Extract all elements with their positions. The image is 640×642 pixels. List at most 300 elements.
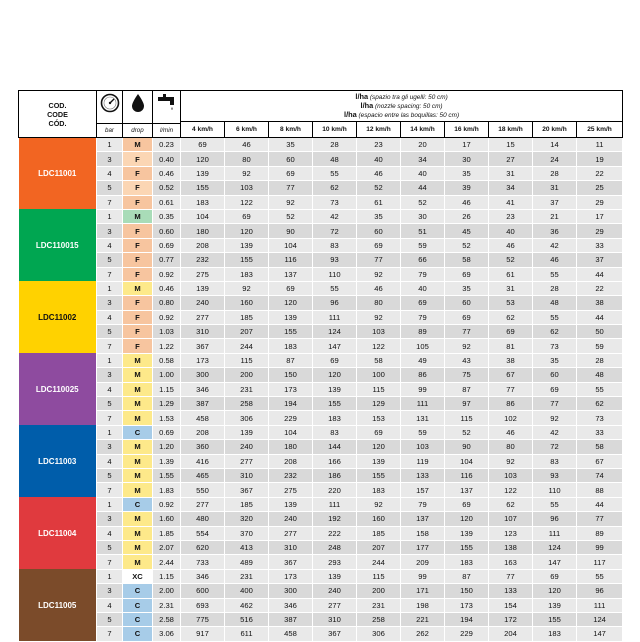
drop-size-cell: M: [123, 368, 153, 382]
application-rate-cell: 24: [533, 152, 577, 166]
application-rate-cell: 26: [445, 209, 489, 223]
application-rate-cell: 40: [489, 224, 533, 238]
application-rate-cell: 44: [401, 181, 445, 195]
application-rate-cell: 60: [269, 152, 313, 166]
application-rate-cell: 120: [357, 440, 401, 454]
pressure-cell: 4: [97, 238, 123, 252]
application-rate-cell: 17: [577, 209, 623, 223]
application-rate-cell: 83: [313, 425, 357, 439]
application-rate-cell: 158: [401, 526, 445, 540]
application-rate-cell: 155: [445, 540, 489, 554]
table-row: [19, 512, 623, 526]
code-header-line: COD.: [48, 100, 67, 110]
application-rate-cell: 172: [489, 612, 533, 626]
application-rate-cell: 200: [357, 584, 401, 598]
flow-rate-cell: 0.40: [153, 152, 181, 166]
application-rate-cell: 346: [181, 569, 225, 583]
application-rate-cell: 310: [181, 325, 225, 339]
application-rate-cell: 80: [357, 296, 401, 310]
application-rate-cell: 277: [181, 310, 225, 324]
application-rate-cell: 46: [225, 138, 269, 152]
lha-header-note: (espacio entre las boquillas: 50 cm): [356, 111, 460, 119]
application-rate-cell: 52: [269, 209, 313, 223]
application-rate-cell: 133: [401, 468, 445, 482]
application-rate-cell: 137: [445, 483, 489, 497]
pressure-cell: 7: [97, 195, 123, 209]
application-rate-cell: 346: [269, 598, 313, 612]
application-rate-cell: 244: [225, 339, 269, 353]
application-rate-cell: 77: [269, 181, 313, 195]
application-rate-cell: 139: [357, 454, 401, 468]
table-row: [19, 166, 623, 180]
application-rate-cell: 22: [577, 166, 623, 180]
speed-header: 4 km/h: [181, 122, 225, 138]
application-rate-cell: 103: [489, 468, 533, 482]
application-rate-cell: 207: [225, 325, 269, 339]
application-rate-cell: 360: [181, 440, 225, 454]
application-rate-cell: 77: [577, 512, 623, 526]
drop-size-cell: F: [123, 224, 153, 238]
application-rate-cell: 90: [445, 440, 489, 454]
application-rate-cell: 80: [225, 152, 269, 166]
application-rate-cell: 115: [357, 569, 401, 583]
drop-size-cell: F: [123, 181, 153, 195]
application-rate-cell: 117: [577, 555, 623, 569]
application-rate-cell: 111: [313, 497, 357, 511]
pressure-cell: 4: [97, 310, 123, 324]
speed-header: 16 km/h: [445, 122, 489, 138]
flow-rate-cell: 0.23: [153, 138, 181, 152]
application-rate-cell: 116: [445, 468, 489, 482]
application-rate-cell: 370: [225, 526, 269, 540]
application-rate-cell: 59: [401, 238, 445, 252]
flow-rate-cell: 0.92: [153, 497, 181, 511]
application-rate-cell: 185: [225, 497, 269, 511]
drop-size-cell: F: [123, 238, 153, 252]
application-rate-cell: 320: [225, 512, 269, 526]
application-rate-cell: 58: [445, 253, 489, 267]
lha-header-bold: l/ha: [360, 100, 374, 110]
application-rate-cell: 147: [313, 339, 357, 353]
application-rate-cell: 139: [533, 598, 577, 612]
speed-header: 12 km/h: [357, 122, 401, 138]
application-rate-cell: 83: [533, 454, 577, 468]
pressure-cell: 1: [97, 209, 123, 223]
application-rate-cell: 554: [181, 526, 225, 540]
application-rate-cell: 69: [357, 238, 401, 252]
application-rate-cell: 171: [401, 584, 445, 598]
application-rate-cell: 139: [445, 526, 489, 540]
application-rate-cell: 46: [445, 195, 489, 209]
unit-drop-label: drop: [123, 124, 153, 138]
application-rate-cell: 163: [489, 555, 533, 569]
application-rate-cell: 120: [533, 584, 577, 598]
application-rate-cell: 52: [489, 253, 533, 267]
drop-size-cell: M: [123, 526, 153, 540]
application-rate-cell: 208: [181, 425, 225, 439]
flow-rate-cell: 3.06: [153, 627, 181, 641]
drop-size-cell: M: [123, 281, 153, 295]
application-rate-cell: 147: [533, 555, 577, 569]
application-rate-cell: 73: [533, 339, 577, 353]
application-rate-cell: 110: [313, 267, 357, 281]
table-row: [19, 224, 623, 238]
application-rate-cell: 139: [269, 497, 313, 511]
application-rate-cell: 153: [357, 411, 401, 425]
application-rate-cell: 458: [181, 411, 225, 425]
drop-size-cell: C: [123, 612, 153, 626]
application-rate-cell: 465: [181, 468, 225, 482]
application-rate-cell: 42: [533, 238, 577, 252]
application-rate-cell: 119: [401, 454, 445, 468]
application-rate-cell: 124: [577, 612, 623, 626]
application-rate-cell: 75: [445, 368, 489, 382]
flow-rate-cell: 2.44: [153, 555, 181, 569]
application-rate-cell: 248: [313, 540, 357, 554]
table-row: [19, 598, 623, 612]
application-rate-cell: 150: [445, 584, 489, 598]
application-rate-cell: 139: [313, 569, 357, 583]
application-rate-cell: 177: [401, 540, 445, 554]
application-rate-cell: 52: [445, 425, 489, 439]
application-rate-cell: 37: [577, 253, 623, 267]
drop-size-cell: M: [123, 209, 153, 223]
pressure-cell: 3: [97, 512, 123, 526]
application-rate-cell: 66: [401, 253, 445, 267]
flow-rate-cell: 1.15: [153, 569, 181, 583]
flow-rate-cell: 2.31: [153, 598, 181, 612]
application-rate-cell: 93: [313, 253, 357, 267]
application-rate-cell: 139: [225, 425, 269, 439]
application-rate-cell: 86: [489, 397, 533, 411]
drop-size-cell: C: [123, 425, 153, 439]
table-row: [19, 540, 623, 554]
application-rate-cell: 104: [181, 209, 225, 223]
application-rate-cell: 28: [533, 166, 577, 180]
application-rate-cell: 92: [225, 281, 269, 295]
application-rate-cell: 92: [357, 267, 401, 281]
application-rate-cell: 489: [225, 555, 269, 569]
application-rate-cell: 413: [225, 540, 269, 554]
application-rate-cell: 60: [357, 224, 401, 238]
table-row: [19, 397, 623, 411]
application-rate-cell: 55: [313, 166, 357, 180]
application-rate-cell: 173: [269, 569, 313, 583]
application-rate-cell: 111: [313, 310, 357, 324]
application-rate-cell: 46: [489, 238, 533, 252]
application-rate-cell: 200: [225, 368, 269, 382]
application-rate-cell: 277: [225, 454, 269, 468]
application-rate-cell: 733: [181, 555, 225, 569]
nozzle-code-cell: LDC110015: [19, 209, 97, 281]
application-rate-cell: 79: [401, 497, 445, 511]
application-rate-cell: 277: [313, 598, 357, 612]
application-rate-cell: 262: [401, 627, 445, 641]
flow-rate-cell: 0.35: [153, 209, 181, 223]
pressure-cell: 5: [97, 253, 123, 267]
application-rate-cell: 209: [401, 555, 445, 569]
application-rate-cell: 79: [401, 310, 445, 324]
nozzle-flow-table: [18, 90, 623, 642]
application-rate-cell: 310: [313, 612, 357, 626]
application-rate-cell: 92: [269, 195, 313, 209]
application-rate-cell: 183: [313, 411, 357, 425]
application-rate-cell: 232: [269, 468, 313, 482]
application-rate-cell: 69: [181, 138, 225, 152]
application-rate-cell: 240: [269, 512, 313, 526]
application-rate-cell: 96: [313, 296, 357, 310]
application-rate-cell: 17: [445, 138, 489, 152]
application-rate-cell: 306: [357, 627, 401, 641]
application-rate-cell: 183: [357, 483, 401, 497]
flow-rate-cell: 0.92: [153, 310, 181, 324]
table-row: [19, 468, 623, 482]
pressure-cell: 7: [97, 339, 123, 353]
application-rate-cell: 240: [313, 584, 357, 598]
application-rate-cell: 55: [533, 310, 577, 324]
application-rate-cell: 23: [489, 209, 533, 223]
flow-rate-cell: 0.61: [153, 195, 181, 209]
application-rate-cell: 137: [401, 512, 445, 526]
application-rate-cell: 34: [489, 181, 533, 195]
application-rate-cell: 232: [181, 253, 225, 267]
code-header: [19, 91, 97, 138]
application-rate-cell: 103: [357, 325, 401, 339]
application-rate-cell: 35: [269, 138, 313, 152]
application-rate-cell: 69: [269, 281, 313, 295]
application-rate-cell: 87: [445, 382, 489, 396]
application-rate-cell: 400: [225, 584, 269, 598]
pressure-cell: 1: [97, 569, 123, 583]
flow-rate-cell: 2.58: [153, 612, 181, 626]
table-row: [19, 569, 623, 583]
application-rate-cell: 194: [269, 397, 313, 411]
application-rate-cell: 62: [533, 325, 577, 339]
application-rate-cell: 48: [313, 152, 357, 166]
application-rate-cell: 155: [313, 397, 357, 411]
application-rate-cell: 300: [181, 368, 225, 382]
table-row: [19, 425, 623, 439]
application-rate-cell: 48: [533, 296, 577, 310]
application-rate-cell: 185: [357, 526, 401, 540]
pressure-gauge-icon: [100, 93, 120, 113]
table-row: [19, 296, 623, 310]
application-rate-cell: 73: [577, 411, 623, 425]
flow-rate-cell: 1.55: [153, 468, 181, 482]
flow-rate-cell: 1.60: [153, 512, 181, 526]
speed-header: 6 km/h: [225, 122, 269, 138]
application-rate-cell: 367: [225, 483, 269, 497]
drop-size-cell: M: [123, 555, 153, 569]
application-rate-cell: 693: [181, 598, 225, 612]
nozzle-flow-table-sheet: [18, 90, 622, 642]
application-rate-cell: 77: [445, 325, 489, 339]
application-rate-cell: 139: [181, 281, 225, 295]
pressure-cell: 4: [97, 526, 123, 540]
application-rate-cell: 155: [225, 253, 269, 267]
drop-size-cell: M: [123, 411, 153, 425]
application-rate-cell: 110: [533, 483, 577, 497]
application-rate-cell: 92: [489, 454, 533, 468]
application-rate-cell: 111: [577, 598, 623, 612]
application-rate-cell: 244: [357, 555, 401, 569]
application-rate-cell: 69: [313, 353, 357, 367]
application-rate-cell: 55: [313, 281, 357, 295]
speed-header: 10 km/h: [313, 122, 357, 138]
table-row: [19, 253, 623, 267]
application-rate-cell: 129: [357, 397, 401, 411]
drop-size-cell: M: [123, 353, 153, 367]
application-rate-cell: 139: [313, 382, 357, 396]
application-rate-cell: 28: [533, 281, 577, 295]
flow-rate-cell: 2.00: [153, 584, 181, 598]
nozzle-code-cell: LDC11001: [19, 138, 97, 210]
flow-rate-cell: 1.39: [153, 454, 181, 468]
drop-size-cell: C: [123, 584, 153, 598]
application-rate-cell: 139: [225, 238, 269, 252]
application-rate-cell: 86: [401, 368, 445, 382]
application-rate-cell: 157: [401, 483, 445, 497]
application-rate-cell: 87: [269, 353, 313, 367]
application-rate-cell: 44: [577, 267, 623, 281]
application-rate-cell: 154: [489, 598, 533, 612]
application-rate-cell: 120: [225, 224, 269, 238]
table-row: [19, 584, 623, 598]
flow-rate-cell: 0.69: [153, 238, 181, 252]
application-rate-cell: 387: [181, 397, 225, 411]
drop-size-cell: C: [123, 627, 153, 641]
application-rate-cell: 105: [401, 339, 445, 353]
flow-rate-cell: 1.53: [153, 411, 181, 425]
application-rate-cell: 115: [445, 411, 489, 425]
pressure-cell: 1: [97, 353, 123, 367]
pressure-cell: 7: [97, 627, 123, 641]
application-rate-cell: 124: [533, 540, 577, 554]
application-rate-cell: 69: [401, 296, 445, 310]
application-rate-cell: 275: [181, 267, 225, 281]
flow-rate-cell: 1.00: [153, 368, 181, 382]
application-rate-cell: 38: [577, 296, 623, 310]
application-rate-cell: 35: [533, 353, 577, 367]
application-rate-cell: 19: [577, 152, 623, 166]
application-rate-cell: 139: [181, 166, 225, 180]
application-rate-cell: 89: [401, 325, 445, 339]
application-rate-cell: 96: [533, 512, 577, 526]
application-rate-cell: 111: [401, 397, 445, 411]
application-rate-cell: 115: [357, 382, 401, 396]
drop-size-cell: F: [123, 152, 153, 166]
table-row: [19, 483, 623, 497]
tap-header: [153, 91, 181, 124]
application-rate-cell: 231: [225, 569, 269, 583]
table-row: [19, 339, 623, 353]
application-rate-cell: 55: [577, 382, 623, 396]
application-rate-cell: 40: [401, 166, 445, 180]
speed-header: 20 km/h: [533, 122, 577, 138]
application-rate-cell: 150: [269, 368, 313, 382]
drop-size-cell: M: [123, 138, 153, 152]
table-row: [19, 325, 623, 339]
application-rate-cell: 34: [401, 152, 445, 166]
application-rate-cell: 192: [313, 512, 357, 526]
application-rate-cell: 208: [269, 454, 313, 468]
application-rate-cell: 293: [313, 555, 357, 569]
code-header-line: CÓD.: [48, 118, 67, 128]
application-rate-cell: 51: [401, 224, 445, 238]
lha-header-note: (spazio tra gli ugelli: 50 cm): [368, 93, 448, 101]
application-rate-cell: 21: [533, 209, 577, 223]
pressure-cell: 3: [97, 224, 123, 238]
application-rate-cell: 69: [489, 325, 533, 339]
application-rate-cell: 180: [269, 440, 313, 454]
application-rate-cell: 80: [489, 440, 533, 454]
application-rate-cell: 220: [313, 483, 357, 497]
application-rate-cell: 14: [533, 138, 577, 152]
application-rate-cell: 61: [357, 195, 401, 209]
flow-rate-cell: 1.22: [153, 339, 181, 353]
application-rate-cell: 183: [269, 339, 313, 353]
application-rate-cell: 107: [489, 512, 533, 526]
pressure-cell: 4: [97, 382, 123, 396]
application-rate-cell: 116: [269, 253, 313, 267]
application-rate-cell: 67: [489, 368, 533, 382]
application-rate-cell: 92: [357, 497, 401, 511]
application-rate-cell: 92: [357, 310, 401, 324]
table-row: [19, 209, 623, 223]
table-row: [19, 627, 623, 641]
application-rate-cell: 231: [357, 598, 401, 612]
application-rate-cell: 92: [533, 411, 577, 425]
application-rate-cell: 122: [489, 483, 533, 497]
flow-rate-cell: 1.83: [153, 483, 181, 497]
application-rate-cell: 41: [489, 195, 533, 209]
application-rate-cell: 231: [225, 382, 269, 396]
table-row: [19, 267, 623, 281]
application-rate-cell: 258: [225, 397, 269, 411]
drop-size-cell: F: [123, 339, 153, 353]
application-rate-cell: 97: [445, 397, 489, 411]
application-rate-cell: 367: [181, 339, 225, 353]
application-rate-cell: 77: [357, 253, 401, 267]
pressure-cell: 3: [97, 440, 123, 454]
application-rate-cell: 137: [269, 267, 313, 281]
drop-size-cell: F: [123, 310, 153, 324]
flow-rate-cell: 0.80: [153, 296, 181, 310]
table-row: [19, 368, 623, 382]
application-rate-cell: 133: [489, 584, 533, 598]
speed-header: 14 km/h: [401, 122, 445, 138]
table-row: [19, 181, 623, 195]
pressure-cell: 3: [97, 152, 123, 166]
pressure-cell: 1: [97, 425, 123, 439]
application-rate-cell: 33: [577, 425, 623, 439]
drop-size-cell: M: [123, 440, 153, 454]
application-rate-cell: 31: [489, 166, 533, 180]
flow-rate-cell: 0.46: [153, 281, 181, 295]
application-rate-cell: 155: [533, 612, 577, 626]
application-rate-cell: 69: [445, 497, 489, 511]
application-rate-cell: 38: [489, 353, 533, 367]
application-rate-cell: 99: [401, 569, 445, 583]
flow-rate-cell: 0.58: [153, 353, 181, 367]
application-rate-cell: 387: [269, 612, 313, 626]
application-rate-cell: 620: [181, 540, 225, 554]
application-rate-cell: 310: [225, 468, 269, 482]
application-rate-cell: 55: [577, 569, 623, 583]
application-rate-cell: 92: [225, 166, 269, 180]
table-row: [19, 411, 623, 425]
application-rate-cell: 31: [489, 281, 533, 295]
